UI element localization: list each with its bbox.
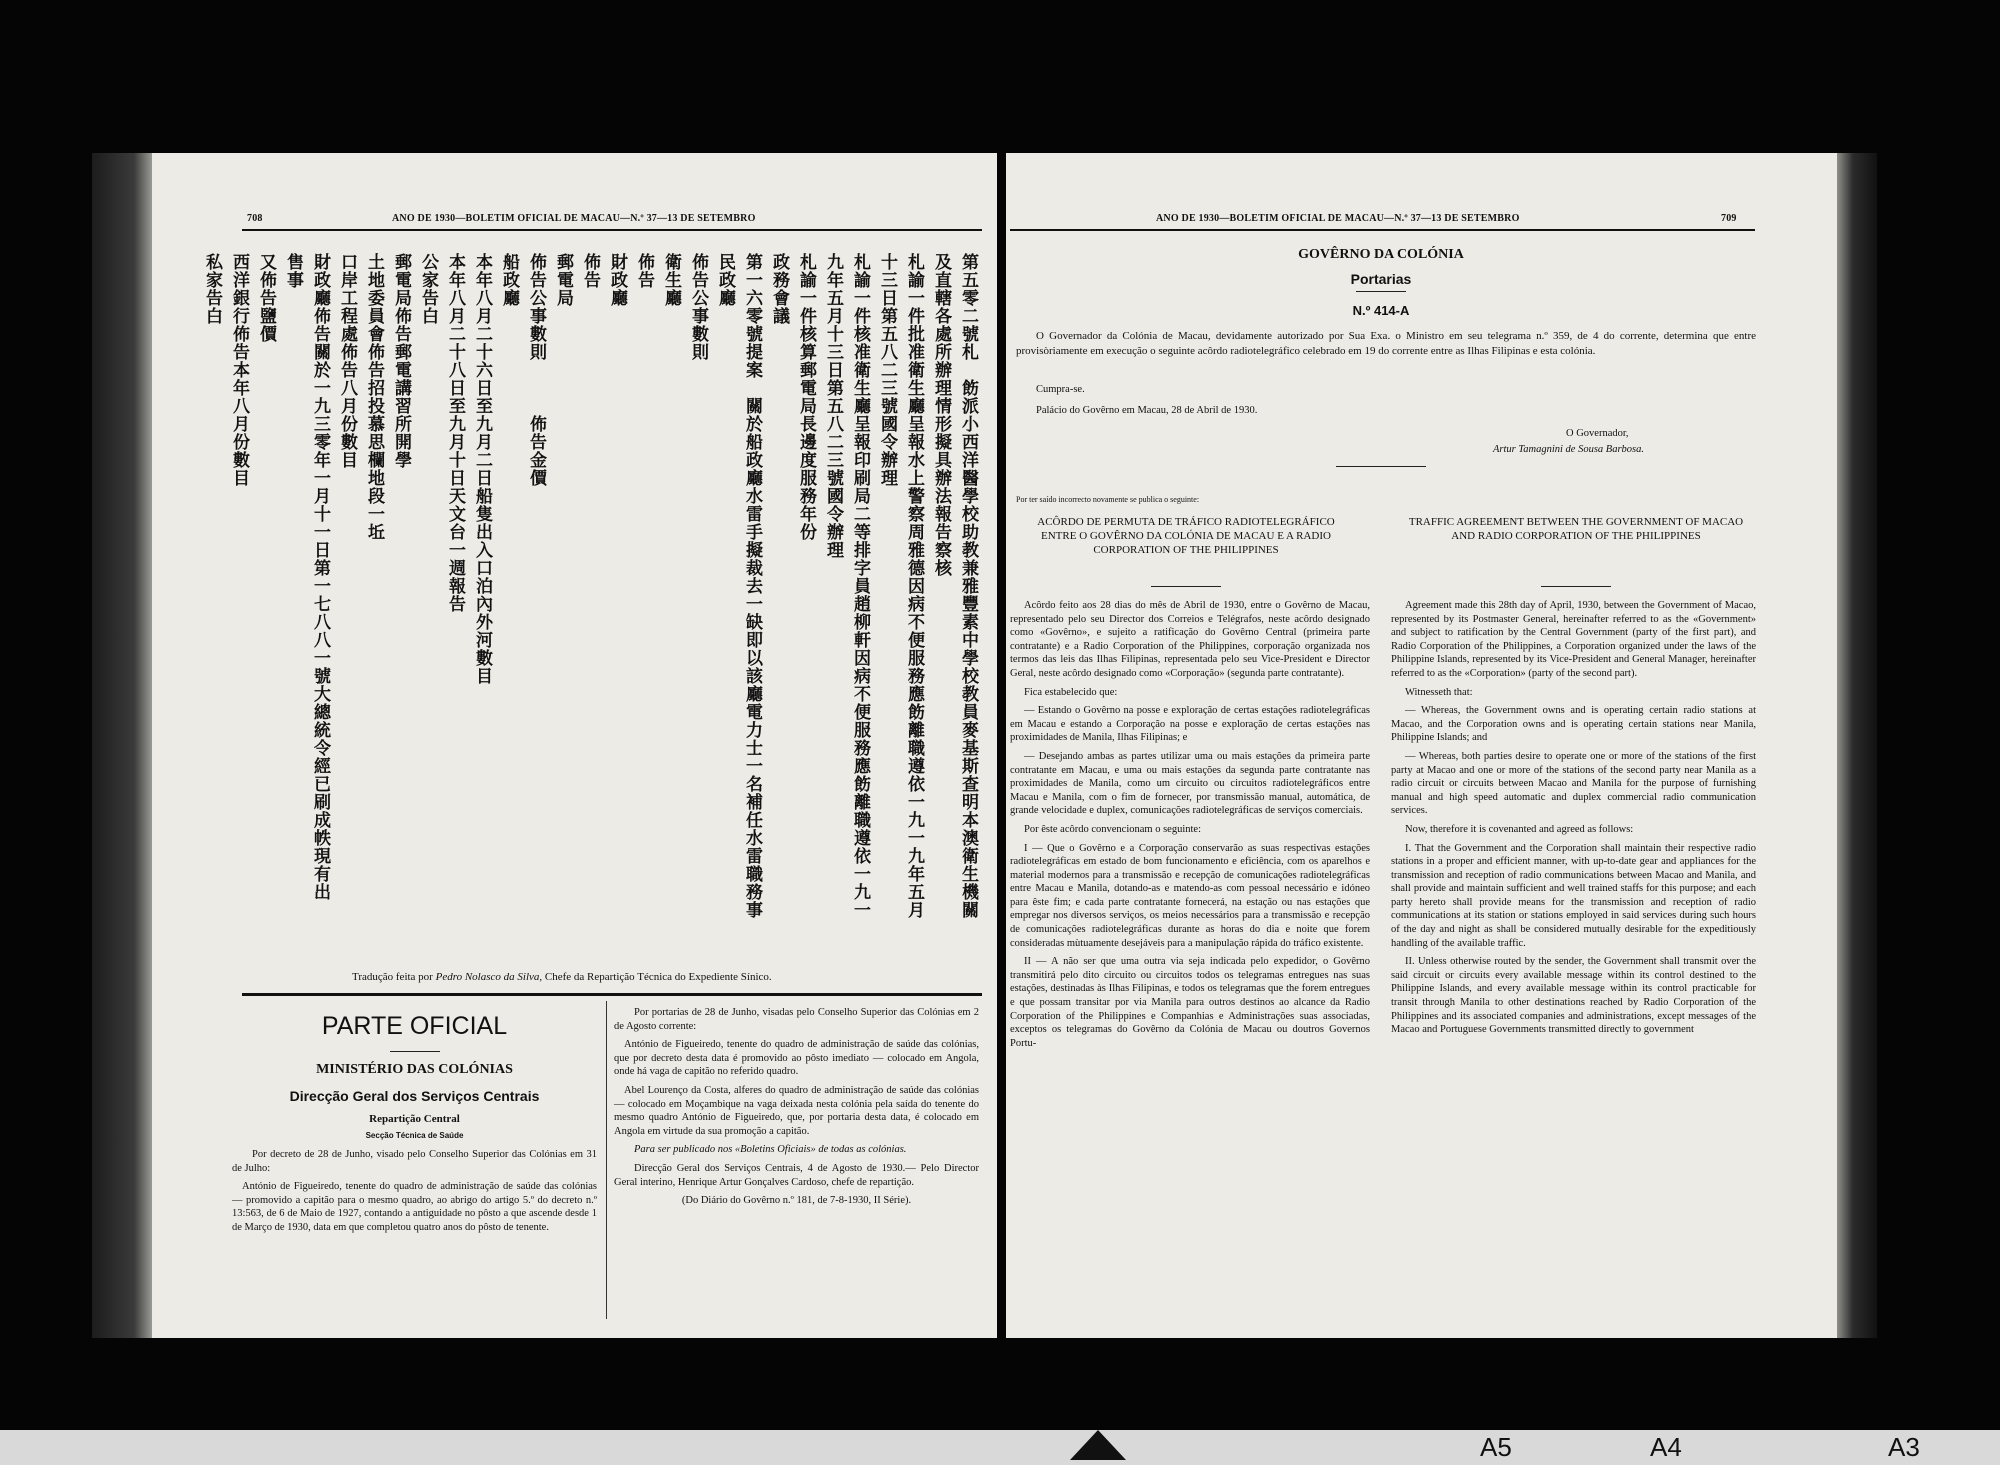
chinese-column: 財政廳 [607, 253, 627, 307]
portaria-1: António de Figueiredo, tenente do quadro de administração de saúde das colónias, que por decreto desta data é promovido ao pôsto imediato — colocado em Angola, onde há vaga de capitão no referido quadro. [614, 1039, 979, 1078]
chinese-column: 郵電局 [553, 253, 573, 307]
source-note: (Do Diário do Govêrno n.º 181, de 7-8-1930, II Série). [681, 1195, 912, 1207]
portarias-heading: Portarias [1350, 271, 1412, 287]
pt-paragraph: Por êste acôrdo convencionam o seguinte: [1024, 823, 1201, 835]
film-label-a5: A5 [1480, 1432, 1512, 1462]
right-running-header: ANO DE 1930—BOLETIM OFICIAL DE MACAU—N.º 37—13 DE SETEMBRO [1156, 213, 1520, 224]
signature-note: Direcção Geral dos Serviços Centrais, 4 de Agosto de 1930.— Pelo Director Geral interino, Henrique Artur Gonçalves Cardoso, chefe de repartição. [614, 1162, 979, 1188]
chinese-column: 佈告公事數則 [688, 253, 708, 361]
parte-oficial-column-1 [232, 1006, 597, 1240]
parte-oficial-title: PARTE OFICIAL [321, 1012, 508, 1040]
pt-agreement-column [1010, 599, 1370, 1055]
en-paragraph: — Whereas, the Government owns and is operating certain radio stations at Macao, and the Corporation owns and is operating certain stations near Manila, Philippine Islands; and [1391, 705, 1756, 744]
chinese-column: 札諭一件核准衛生廳呈報印刷局二等排字員趙柳軒因病不便服務應飭離職遵依一九一 [850, 253, 870, 919]
left-page-number: 708 [247, 213, 263, 224]
chinese-column: 佈告 [580, 253, 600, 289]
signature-divider [1336, 466, 1426, 467]
right-header-rule [1010, 229, 1755, 231]
en-paragraph: II. Unless otherwise routed by the sender, the Government shall transmit over the said circuit or circuits every available message within its control destined to the Philippine Islands, and every available message within its control practicable for transit through Manila to other destinations reached by Radio Corporation of the Philippines and its associated companies and administrations, except messages of the Macao and Portuguese Governments transmitted directly to government [1391, 956, 1756, 1036]
en-paragraph: Agreement made this 28th day of April, 1930, between the Government of Macao, represented by its Postmaster General, hereinafter referred to as the «Government» and subject to ratification by the Central Government (party of the first part), and Radio Corporation of the Philippines, a Corporation organized under the laws of the Philippine Islands, represented by its Vice-President and General Manager, hereinafter referred to as the «Corporation» (party of the second part). [1391, 600, 1756, 679]
film-label-a3: A3 [1888, 1432, 1920, 1462]
pt-paragraph: I — Que o Govêrno e a Corporação conservarão as suas respectivas estações radiotelegráficas em estado de bom funcionamento e eficiência, com os aparelhos e material modernos para a transmissão e recepção de comunicações radiotelegráficas entre Macau e Manila, dotando-as e matendo-as com pessoal necessário e idóneo para êste fim; e cada parte contratante fornecerá, na estação ou nas estações que empregar nos diversos serviços, os meios necessários para a transmissão e recepção de comunicações radiotelegráficas durante as horas do dia e noite que forem consideradas mùtuamente desejáveis para a manipulação rápida do tráfico existente. [1010, 842, 1370, 949]
left-page [92, 153, 997, 1338]
pt-paragraph: Fica estabelecido que: [1024, 686, 1118, 698]
chinese-column: 公家告白 [418, 253, 438, 325]
left-header-rule [242, 229, 982, 231]
column-divider [606, 1001, 607, 1319]
chinese-column: 船政廳 [499, 253, 519, 307]
chinese-column: 札諭一件核算郵電局長邊度服務年份 [796, 253, 816, 541]
governor-title: O Governador, [1566, 428, 1629, 439]
chinese-column: 民政廳 [715, 253, 735, 307]
en-paragraph: Witnesseth that: [1405, 686, 1473, 698]
left-binding-shadow [92, 153, 152, 1338]
chinese-column: 本年八月二十六日至九月二日船隻出入口泊內外河數目 [472, 253, 492, 685]
decree-text: António de Figueiredo, tenente do quadro de administração de saúde das colónias — promovido a capitão para o mesmo quadro, ao abrigo do artigo 5.º do decreto n.º 13:563, de 6 de Maio de 1927, contando a antiguidade no pôsto a que ascende desde 1 de Março de 1930, data em que completou quatro anos do pôsto de tenente. [232, 1181, 597, 1233]
ministry-heading: MINISTÉRIO DAS COLÓNIAS [316, 1062, 513, 1077]
chinese-column: 口岸工程處佈告八月份數目 [337, 253, 357, 469]
republish-note: Por ter saído incorrecto novamente se publica o seguinte: [1016, 495, 1200, 504]
pt-paragraph: — Estando o Govêrno na posse e exploração de certas estações radiotelegráficas em Macau e estando a Corporação na posse e exploração de certas estações nas proximidades de Manila, Ilhas Filipinas; e [1010, 705, 1370, 744]
palace-date: Palácio do Govêrno em Macau, 28 de Abril de 1930. [1036, 405, 1258, 416]
govt-heading: GOVÊRNO DA COLÓNIA [1298, 247, 1464, 262]
chinese-column: 衛生廳 [661, 253, 681, 307]
portaria-intro: O Governador da Colónia de Macau, devidamente autorizado por Sua Exa. o Ministro em seu telegrama n.º 359, de 4 do corrente, determina que entre provisòriamente em execução o seguinte acôrdo radiotelegráfico celebrado em 19 do corrente entre as Ilhas Filipinas e esta colónia. [1016, 330, 1756, 357]
chinese-column: 又佈告鹽價 [256, 253, 276, 343]
chinese-column: 本年八月二十八日至九月十日天文台一週報告 [445, 253, 465, 613]
chinese-column: 西洋銀行佈告本年八月份數目 [229, 253, 249, 487]
chinese-column: 佈告公事數則 佈告金價 [526, 253, 546, 487]
translation-suffix: , Chefe da Repartição Técnica do Expediente Sínico. [539, 971, 772, 983]
chinese-column: 札諭一件批准衛生廳呈報水上警察周雅德因病不便服務應飭離職遵依一九一九年五月 [904, 253, 924, 919]
pt-paragraph: Acôrdo feito aos 28 dias do mês de Abril de 1930, entre o Govêrno de Macau, representado pelo seu Director dos Correios e Telégrafos, neste acôrdo designado como «Govêrno», e sujeito a ratificação do Govêrno Central (primeira parte contratante) e a Radio Corporation of the Philippines, corporação organizada nos termos das leis das Ilhas Filipinas, representada pelo seu Vice-President e Director Geral, neste acôrdo designado como «Corporação» (segunda parte contratante). [1010, 600, 1370, 679]
portarias-intro: Por portarias de 28 de Junho, visadas pelo Conselho Superior das Colónias em 2 de Agosto corrente: [614, 1007, 979, 1032]
chinese-column: 私家告白 [202, 253, 222, 325]
governor-name: Artur Tamagnini de Sousa Barbosa. [1493, 444, 1645, 455]
film-marker-icon [1070, 1430, 1126, 1460]
pt-title-divider [1151, 586, 1221, 587]
right-page-edge [1837, 153, 1877, 1338]
translation-prefix: Tradução feita por [352, 971, 436, 983]
pt-agreement-title: ACÔRDO DE PERMUTA DE TRÁFICO RADIOTELEGRÁFICO ENTRE O GOVÊRNO DA COLÓNIA DE MACAU E A RADIO CORPORATION OF THE PHILIPPINES [1037, 516, 1335, 556]
chinese-column: 佈告 [634, 253, 654, 289]
pt-paragraph: — Desejando ambas as partes utilizar uma ou mais estações da primeira parte contratante em Macau, e uma ou mais estações da segunda parte contratante nas proximidades de Manila, como um circuito ou circuitos radiotelegráficos entre Macau e Manila, com o fim de fornecer, por transmissão manual, automática, de grande velocidade e duplex, comunicações radiotelegráficas de serviços comerciais. [1010, 750, 1370, 817]
chinese-column: 十三日第五八二三號國令辦理 [877, 253, 897, 487]
translator-name: Pedro Nolasco da Silva [435, 971, 540, 983]
en-agreement-column [1391, 599, 1756, 1042]
portarias-divider [1356, 291, 1406, 292]
en-title-divider [1541, 586, 1611, 587]
chinese-column: 第五零二號札 飭派小西洋醫學校助教兼雅豐素中學校教員麥基斯查明本澳衛生機關 [958, 253, 978, 919]
film-strip [0, 1430, 2000, 1465]
chinese-column: 售事 [283, 253, 303, 289]
en-paragraph: Now, therefore it is covenanted and agreed as follows: [1405, 823, 1634, 835]
en-paragraph: — Whereas, both parties desire to operate one or more of the stations of the first party at Macao and one or more of the stations of the second party near Manila as a radio circuit or circuits between Macao and Manila for the purpose of furnishing manual and high speed automatic and duplex commercial radio communication services. [1391, 750, 1756, 817]
film-label-a4: A4 [1650, 1432, 1682, 1462]
publish-note: Para ser publicado nos «Boletins Oficiais» de todas as colónias. [634, 1144, 907, 1156]
office-heading: Repartição Central [369, 1113, 460, 1125]
portaria-number: N.º 414-A [1352, 303, 1410, 318]
en-agreement-title: TRAFFIC AGREEMENT BETWEEN THE GOVERNMENT OF MACAO AND RADIO CORPORATION OF THE PHILIPPINES [1408, 516, 1744, 542]
chinese-column: 及直轄各處所辦理情形擬具辦法報告察核 [931, 253, 951, 577]
portaria-2: Abel Lourenço da Costa, alferes do quadro de administração de saúde das colónias — colocado em Moçambique na vaga deixada nesta colónia pela saída do tenente do mesmo quadro António de Figueiredo, que, por portaria desta data, é colocado em Angola em virtude da sua promoção a capitão. [614, 1084, 979, 1137]
cumpra-se: Cumpra-se. [1036, 384, 1085, 395]
chinese-column: 財政廳佈告關於一九三零年一月十一日第一七八八一號大總統令經已刷成帙現有出 [310, 253, 330, 901]
pt-paragraph: II — A não ser que uma outra via seja indicada pelo expedidor, o Govêrno transmitirá pelo dito circuito ou circuitos todos os telegramas entregues nas suas estações, destinadas às Ilhas Filipinas, e todos os telegramas que the forem entregues e que possam transitar por via Manila para outros destinos ao alcance da Radio Corporation of the Philippines e Companhias e Administrações suas associadas, exceptos os telegramas do Govêrno da Colónia de Macau ou doutros Governos Portu- [1010, 956, 1370, 1049]
chinese-column: 第一六零號提案 關於船政廳水雷手擬裁去一缺即以該廳電力士一名補任水雷職務事 [742, 253, 762, 919]
decree-intro: Por decreto de 28 de Junho, visado pelo Conselho Superior das Colónias em 31 de Julho: [232, 1149, 597, 1174]
right-page-number: 709 [1721, 213, 1737, 224]
title-divider [390, 1051, 440, 1052]
left-running-header: ANO DE 1930—BOLETIM OFICIAL DE MACAU—N.º 37—13 DE SETEMBRO [392, 213, 756, 224]
en-paragraph: I. That the Government and the Corporation shall maintain their respective radio stations in a proper and efficient manner, with up-to-date gear and appliances for the transmission and reception of radio communications between Macao and Manila, and shall provide and maintain sufficient and well trained staffs for this purpose; and each party hereto shall provide means for the transmission and reception of radio communications at its station or stations employed in said services during such hours of the day and night as shall be considered mutually desirable for the expeditiously handling of the available traffic. [1391, 842, 1756, 949]
chinese-column: 郵電局佈告郵電講習所開學 [391, 253, 411, 469]
chinese-column: 政務會議 [769, 253, 789, 325]
right-page [1006, 153, 1877, 1338]
parte-oficial-rule [242, 993, 982, 996]
direction-heading: Direcção Geral dos Serviços Centrais [289, 1088, 540, 1104]
chinese-column: 土地委員會佈告招投慕思欄地段一坵 [364, 253, 384, 541]
parte-oficial-column-2 [614, 1006, 979, 1213]
section-heading: Secção Técnica de Saúde [365, 1131, 464, 1140]
translation-note [352, 971, 972, 985]
chinese-column: 九年五月十三日第五八二三號國令辦理 [823, 253, 843, 559]
